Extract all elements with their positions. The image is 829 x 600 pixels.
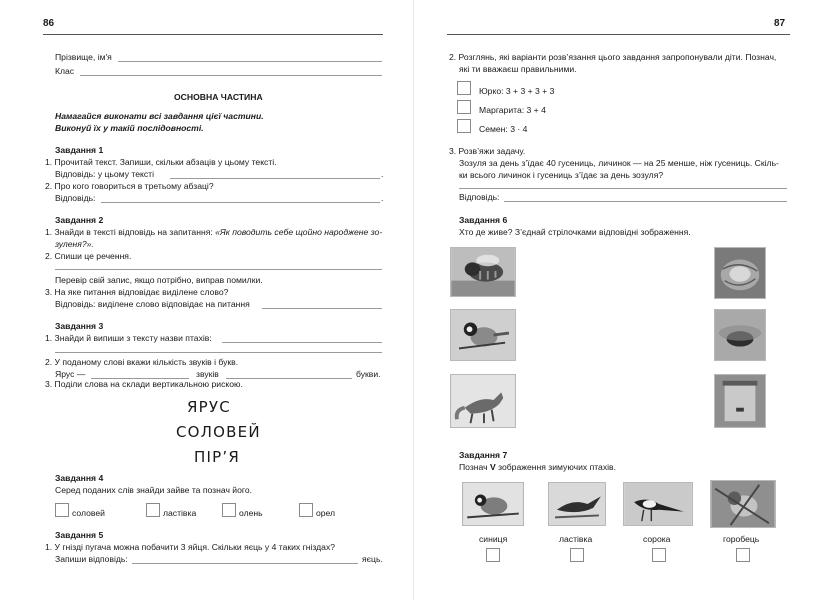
bee-photo[interactable] bbox=[450, 247, 516, 297]
option-checkbox-soloviy[interactable] bbox=[55, 503, 69, 517]
name-answer-line[interactable] bbox=[118, 61, 382, 62]
task1-a2: Відповідь: bbox=[55, 193, 96, 203]
page-number-left: 86 bbox=[43, 18, 55, 29]
task1-a1-dot: . bbox=[381, 169, 384, 179]
beehive-photo[interactable] bbox=[714, 374, 766, 428]
left-page bbox=[0, 0, 414, 600]
swallow-photo bbox=[548, 482, 606, 526]
name-label: Прізвище, ім'я bbox=[55, 52, 112, 62]
tit-image bbox=[451, 310, 515, 360]
option-label-olen: олень bbox=[239, 508, 263, 518]
tit-photo[interactable] bbox=[450, 309, 516, 361]
swallow-image bbox=[549, 483, 605, 525]
option-checkbox-orel[interactable] bbox=[299, 503, 313, 517]
burrow-image bbox=[715, 310, 765, 360]
bird-checkbox-lastivka[interactable] bbox=[570, 548, 584, 562]
task1-a1: Відповідь: у цьому тексті bbox=[55, 169, 155, 179]
intro-line-2: Виконуй їх у такій послідовності. bbox=[55, 123, 204, 133]
bird-checkbox-soroka[interactable] bbox=[652, 548, 666, 562]
task3-letters-label: букви. bbox=[356, 369, 381, 379]
sparrow-photo bbox=[710, 480, 776, 528]
header-rule-right bbox=[447, 34, 790, 35]
bird-checkbox-synytsia[interactable] bbox=[486, 548, 500, 562]
tit-bird-photo bbox=[462, 482, 524, 526]
tit-bird-image bbox=[463, 483, 523, 525]
task2-q1: 1. Знайди в тексті відповідь на запитання: «Як поводить себе щойно народжене зо- bbox=[45, 227, 383, 237]
solution-line[interactable] bbox=[459, 188, 787, 189]
option-checkbox-olen[interactable] bbox=[222, 503, 236, 517]
task1-a1-line[interactable] bbox=[170, 178, 380, 179]
burrow-photo[interactable] bbox=[714, 309, 766, 361]
task1-a2-dot: . bbox=[381, 193, 384, 203]
task3-q2: 2. У поданому слові вкажи кількість звуків і букв. bbox=[45, 357, 239, 367]
syllable-word-1[interactable]: ЯРУС bbox=[187, 398, 231, 416]
answer-label: Відповідь: bbox=[459, 192, 500, 202]
option-label-lastivka: ластівка bbox=[163, 508, 197, 518]
nest-image bbox=[715, 248, 765, 298]
task6-q: Хто де живе? З’єднай стрілочками відповідні зображення. bbox=[459, 227, 691, 237]
solution-checkbox-marharyta[interactable] bbox=[457, 100, 471, 114]
sparrow-image bbox=[711, 481, 775, 527]
task1-a2-line[interactable] bbox=[101, 202, 380, 203]
task7-title: Завдання 7 bbox=[459, 450, 508, 460]
task2-a3-line[interactable] bbox=[262, 308, 382, 309]
task1-q2: 2. Про кого говориться в третьому абзаці? bbox=[45, 181, 214, 191]
task3-title: Завдання 3 bbox=[55, 321, 104, 331]
magpie-photo bbox=[623, 482, 693, 526]
task2-check: Перевір свій запис, якщо потрібно, виправ помилки. bbox=[55, 275, 263, 285]
option-label-soloviy: соловей bbox=[72, 508, 105, 518]
task5-a-line[interactable] bbox=[132, 563, 358, 564]
task2-q3: 3. На яке питання відповідає виділене слово? bbox=[45, 287, 229, 297]
task2-q1-cont: зуленя?». bbox=[55, 239, 94, 249]
task1-q1: 1. Прочитай текст. Запиши, скільки абзаців у цьому тексті. bbox=[45, 157, 277, 167]
solution-checkbox-yurko[interactable] bbox=[457, 81, 471, 95]
beehive-image bbox=[715, 375, 765, 427]
task3-sounds-label: звуків bbox=[196, 369, 219, 379]
header-rule bbox=[43, 34, 383, 35]
task2-title: Завдання 2 bbox=[55, 215, 104, 225]
task5-title: Завдання 5 bbox=[55, 530, 104, 540]
fox-photo[interactable] bbox=[450, 374, 516, 428]
task5-q: 1. У гнізді пугача можна побачити 3 яйця. Скільки яєць у 4 таких гніздах? bbox=[45, 542, 336, 552]
page-number-right: 87 bbox=[774, 18, 786, 29]
task1-title: Завдання 1 bbox=[55, 145, 104, 155]
task5-q3: 3. Розв’яжи задачу. bbox=[449, 146, 526, 156]
option-label-orel: орел bbox=[316, 508, 336, 518]
bee-image bbox=[451, 248, 515, 296]
task3-letters-line[interactable] bbox=[226, 378, 352, 379]
solution-label-semen: Семен: 3 · 4 bbox=[479, 124, 528, 134]
class-label: Клас bbox=[55, 66, 75, 76]
intro-line-1: Намагайся виконати всі завдання цієї частини. bbox=[55, 111, 264, 121]
answer-line[interactable] bbox=[504, 201, 787, 202]
task4-q: Серед поданих слів знайди зайве та познач його. bbox=[55, 485, 253, 495]
solution-label-yurko: Юрко: 3 + 3 + 3 + 3 bbox=[479, 86, 555, 96]
task3-q1: 1. Знайди й випиши з тексту назви птахів: bbox=[45, 333, 212, 343]
section-title: ОСНОВНА ЧАСТИНА bbox=[174, 92, 263, 102]
bird-label-soroka: сорока bbox=[643, 534, 671, 544]
bird-label-synytsia: синиця bbox=[479, 534, 508, 544]
task3-a1-line-2[interactable] bbox=[55, 352, 382, 353]
bird-checkbox-horobets[interactable] bbox=[736, 548, 750, 562]
solution-checkbox-semen[interactable] bbox=[457, 119, 471, 133]
nest-photo[interactable] bbox=[714, 247, 766, 299]
fox-image bbox=[451, 375, 515, 427]
task5-q3-text1: Зозуля за день з’їдає 40 гусениць, личинок — на 25 менше, ніж гусениць. Скіль- bbox=[459, 158, 779, 168]
task4-title: Завдання 4 bbox=[55, 473, 104, 483]
option-checkbox-lastivka[interactable] bbox=[146, 503, 160, 517]
right-page bbox=[414, 0, 829, 600]
task2-q2: 2. Спиши це речення. bbox=[45, 251, 132, 261]
task5-q3-text2: ки всього личинок і гусениць з’їдає за день зозуля? bbox=[459, 170, 664, 180]
magpie-image bbox=[624, 483, 692, 525]
solution-label-marharyta: Маргарита: 3 + 4 bbox=[479, 105, 546, 115]
task3-word: Ярус — bbox=[55, 369, 86, 379]
task3-a1-line[interactable] bbox=[222, 342, 382, 343]
syllable-word-2[interactable]: СОЛОВЕЙ bbox=[176, 423, 261, 441]
class-answer-line[interactable] bbox=[80, 75, 382, 76]
task2-copy-line[interactable] bbox=[55, 269, 382, 270]
task6-title: Завдання 6 bbox=[459, 215, 508, 225]
bird-label-lastivka: ластівка bbox=[559, 534, 593, 544]
task5-unit: яєць. bbox=[362, 554, 383, 564]
syllable-word-3[interactable]: ПІР’Я bbox=[194, 448, 240, 466]
task5-a: Запиши відповідь: bbox=[55, 554, 128, 564]
task3-q3: 3. Поділи слова на склади вертикальною рискою. bbox=[45, 379, 243, 389]
bird-label-horobets: горобець bbox=[723, 534, 760, 544]
task5-q2-line1: 2. Розглянь, які варіанти розв’язання цього завдання запропонували діти. Познач, bbox=[449, 52, 777, 62]
task7-q: Познач V зображення зимуючих птахів. bbox=[459, 462, 616, 472]
task5-q2-line2: які ти вважаєш правильними. bbox=[459, 64, 577, 74]
task2-a3: Відповідь: виділене слово відповідає на питання bbox=[55, 299, 250, 309]
